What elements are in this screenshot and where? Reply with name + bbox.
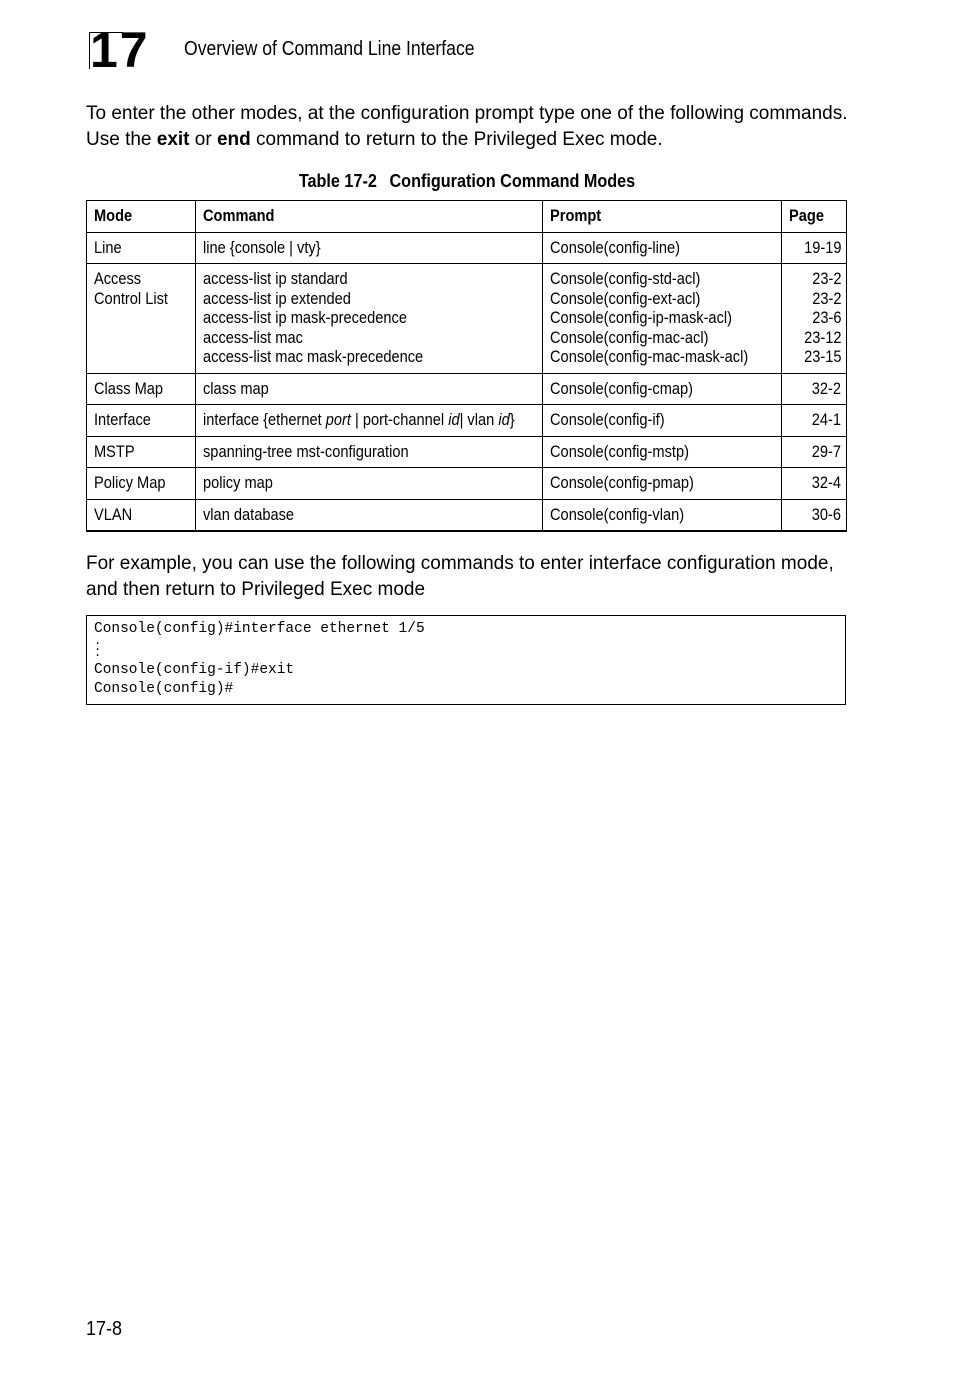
cell-mode: VLAN: [87, 499, 196, 531]
cell-prompt: Console(config-pmap): [543, 468, 782, 500]
code-line: Console(config)#: [94, 681, 234, 697]
chapter-number: 17: [90, 22, 150, 78]
cell-command: line {console | vty}: [196, 232, 543, 264]
configuration-command-modes-table: [86, 200, 847, 532]
code-example-box: [86, 615, 846, 705]
intro-bold-end: end: [216, 129, 251, 150]
intro-paragraph: [86, 101, 866, 153]
cell-prompt: Console(config-line): [543, 232, 782, 264]
header-prompt: Prompt: [543, 201, 782, 233]
intro-bold-exit: exit: [156, 129, 190, 150]
header-command: Command: [196, 201, 543, 233]
cell-mode: Line: [87, 232, 196, 264]
cell-page: 30-6: [782, 499, 847, 531]
table-row: [87, 264, 847, 374]
code-ellipsis: . . .: [94, 634, 102, 660]
cell-command: policy map: [196, 468, 543, 500]
table-row: [87, 499, 847, 531]
table-row: [87, 405, 847, 437]
cell-mode: Access Control List: [87, 264, 196, 374]
page-number: 17-8: [86, 1318, 123, 1340]
cell-mode: Policy Map: [87, 468, 196, 500]
intro-text-2: or: [189, 129, 217, 150]
table-caption-label: Table 17-2: [298, 171, 377, 191]
cell-prompt: Console(config-cmap): [543, 373, 782, 405]
cell-page: 32-2: [782, 373, 847, 405]
cell-page: 23-2 23-2 23-6 23-12 23-15: [782, 264, 847, 374]
cell-mode: MSTP: [87, 436, 196, 468]
table-row: [87, 468, 847, 500]
example-paragraph: For example, you can use the following commands to enter interface configuration mode, and then return to Privileged Exec mode: [86, 553, 834, 600]
running-title: Overview of Command Line Interface: [184, 38, 475, 60]
code-line: Console(config)#interface ethernet 1/5: [94, 621, 425, 637]
code-line: Console(config-if)#exit: [94, 662, 295, 678]
table-header-row: [87, 201, 847, 233]
cell-command: class map: [196, 373, 543, 405]
table-caption-title: Configuration Command Modes: [389, 171, 636, 191]
cell-mode: Class Map: [87, 373, 196, 405]
cell-page: 32-4: [782, 468, 847, 500]
cell-page: 19-19: [782, 232, 847, 264]
table-row: [87, 373, 847, 405]
header-page: Page: [782, 201, 847, 233]
cell-command: interface {ethernet port | port-channel id| vlan id}: [196, 405, 543, 437]
cell-command: access-list ip standard access-list ip extended access-list ip mask-precedence access-list mac access-list mac mask-precedence: [196, 264, 543, 374]
cell-mode: Interface: [87, 405, 196, 437]
cell-prompt: Console(config-mstp): [543, 436, 782, 468]
cell-prompt: Console(config-if): [543, 405, 782, 437]
cell-command: spanning-tree mst-configuration: [196, 436, 543, 468]
cell-page: 24-1: [782, 405, 847, 437]
intro-text-1: To enter the other modes, at the configuration prompt type one of the following commands. Use the: [86, 103, 848, 150]
table-row: [87, 436, 847, 468]
intro-text-3: command to return to the Privileged Exec mode.: [250, 129, 663, 150]
table-row: [87, 232, 847, 264]
header-mode: Mode: [87, 201, 196, 233]
cell-page: 29-7: [782, 436, 847, 468]
cell-command: vlan database: [196, 499, 543, 531]
table-caption: [47, 171, 888, 192]
cell-prompt: Console(config-vlan): [543, 499, 782, 531]
cell-prompt: Console(config-std-acl) Console(config-ext-acl) Console(config-ip-mask-acl) Console(config-mac-acl) Console(config-mac-mask-acl): [543, 264, 782, 374]
